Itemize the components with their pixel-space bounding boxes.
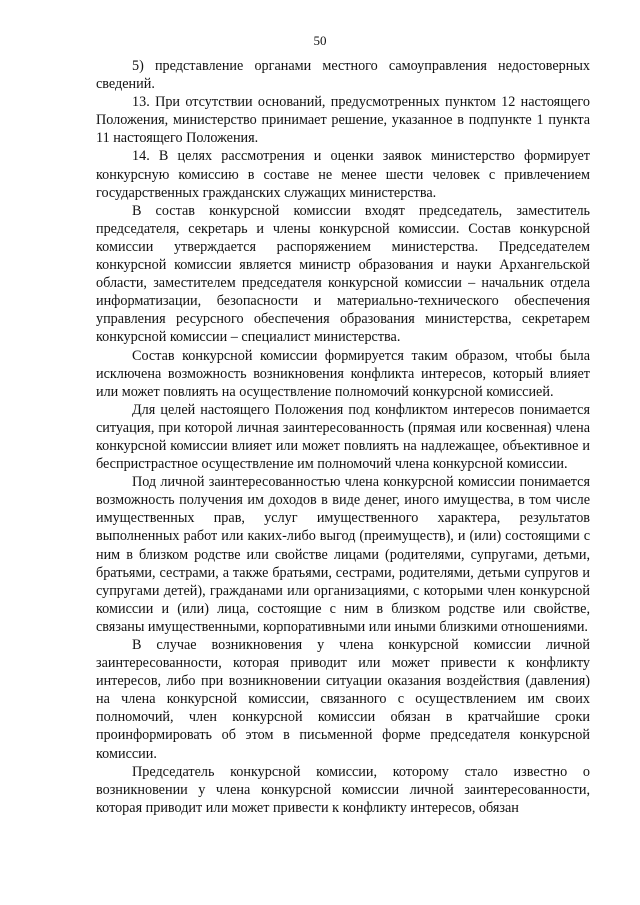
paragraph-conflict-exclusion: Состав конкурсной комиссии формируется таким образом, чтобы была исключена возможность возникновения конфликта интересов, который влияет или может повлиять на осуществление полномочий конкурсной комиссией. [96, 347, 590, 400]
paragraph-point-14: 14. В целях рассмотрения и оценки заявок министерство формирует конкурсную комиссию в составе не менее шести человек с привлечением государственных гражданских служащих министерства. [96, 148, 590, 201]
paragraph-commission-composition: В состав конкурсной комиссии входят председатель, заместитель председателя, секретарь и члены конкурсной комиссии. Состав конкурсной комиссии утверждается распоряжением министерства. Председателем конкурсной комиссии является министр образования и науки Архангельской области, заместителем председателя конкурсной комиссии – начальник отдела информатизации, безопасности и материально-технического обеспечения управления ресурсного обеспечения образования министерства, секретарем конкурсной комиссии – специалист министерства. [96, 202, 590, 346]
paragraph-notification-duty: В случае возникновения у члена конкурсной комиссии личной заинтересованности, которая приводит или может привести к конфликту интересов, либо при возникновении ситуации оказания воздействия (давления) на члена конкурсной комиссии, связанного с осуществлением им своих полномочий, член конкурсной комиссии обязан в кратчайшие сроки проинформировать об этом в письменной форме председателя конкурсной комиссии. [96, 637, 590, 762]
paragraph-item-5: 5) представление органами местного самоуправления недостоверных сведений. [96, 58, 590, 93]
paragraph-point-13: 13. При отсутствии оснований, предусмотренных пунктом 12 настоящего Положения, министерство принимает решение, указанное в подпункте 1 пункта 11 настоящего Положения. [96, 94, 590, 147]
paragraph-personal-interest: Под личной заинтересованностью члена конкурсной комиссии понимается возможность получения им доходов в виде денег, иного имущества, в том числе имущественных прав, услуг имущественного характера, результатов выполненных работ или каких-либо выгод (преимуществ), и (или) состоящими с ним в близком родстве или свойстве лицами (родителями, супругами, детьми, братьями, сестрами, а также братьями, сестрами, родителями, детьми супругов и супругами детей), гражданами или организациями, с которыми член конкурсной комиссии и (или) лица, состоящие с ним в близком родстве или свойстве, связаны имущественными, корпоративными или иными близкими отношениями. [96, 474, 590, 635]
document-body [96, 57, 590, 817]
page-number: 50 [313, 33, 327, 48]
paragraph-chairman-duty: Председатель конкурсной комиссии, которому стало известно о возникновении у члена конкурсной комиссии личной заинтересованности, которая приводит или может привести к конфликту интересов, обязан [96, 763, 590, 816]
paragraph-conflict-definition: Для целей настоящего Положения под конфликтом интересов понимается ситуация, при которой личная заинтересованность (прямая или косвенная) члена конкурсной комиссии влияет или может повлиять на надлежащее, объективное и беспристрастное осуществление им полномочий члена конкурсной комиссии. [96, 401, 590, 473]
